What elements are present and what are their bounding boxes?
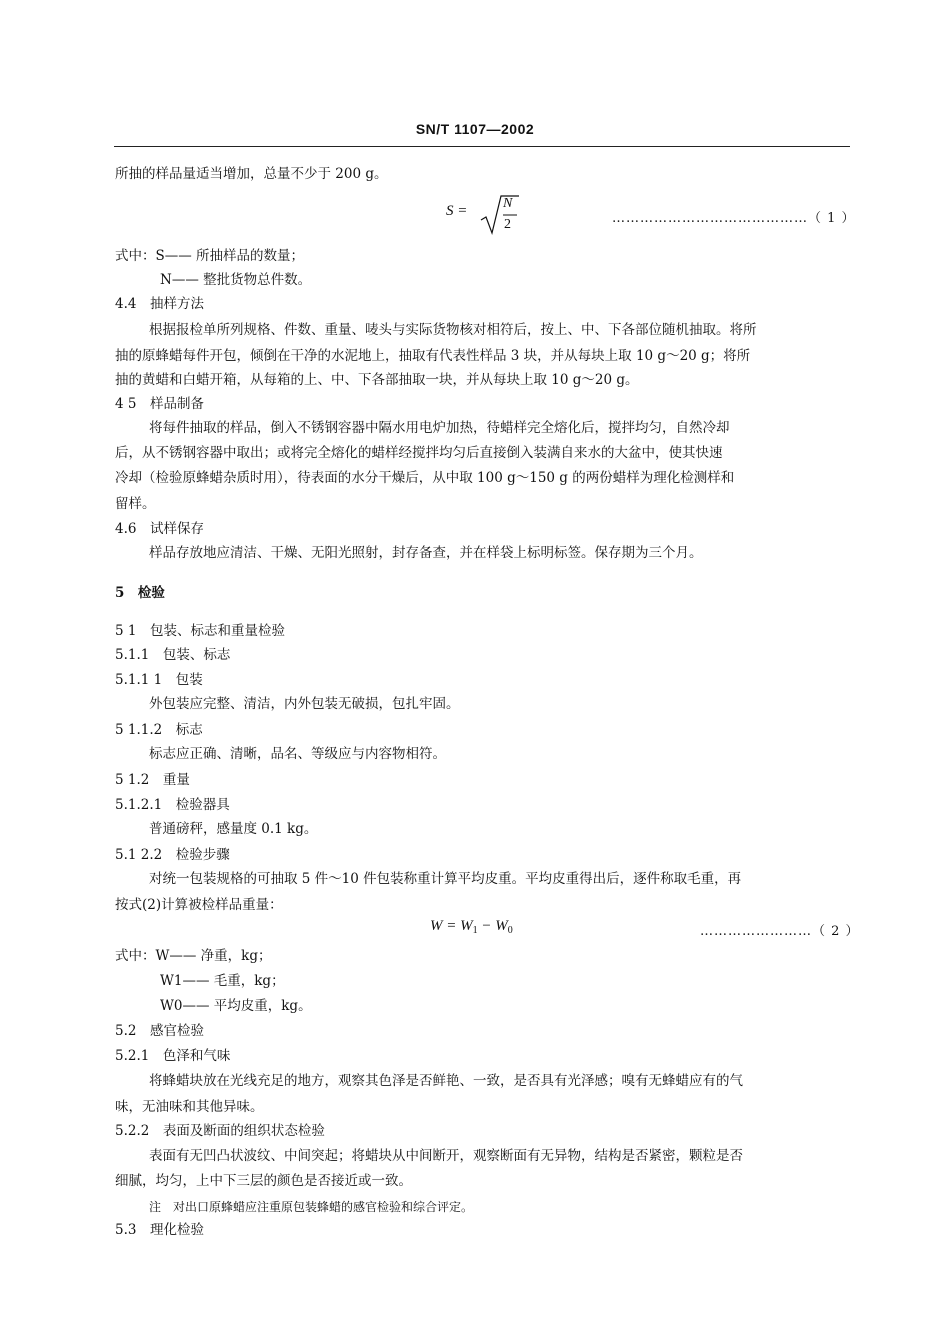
formula-2-sub-1: 1 <box>472 925 478 936</box>
paragraph-line: 样品存放地应清洁、干燥、无阳光照射，封存备查，并在样袋上标明标签。保存期为三个月。 <box>149 545 703 561</box>
paragraph-line: 按式(2)计算被检样品重量： <box>115 897 283 913</box>
paragraph-line: 将每件抽取的样品，倒入不锈钢容器中隔水用电炉加热，待蜡样完全熔化后，搅拌均匀，自然冷却 <box>149 420 730 436</box>
section-heading-5-1-1: 5.1.1 包装、标志 <box>115 647 231 663</box>
paragraph-line: 抽的黄蜡和白蜡开箱，从每箱的上、中、下各部抽取一块，并从每块上取 10 g～20 g。 <box>115 372 639 388</box>
section-heading-5: 5 检验 <box>115 585 165 601</box>
paragraph-line: 抽的原蜂蜡每件开包，倾倒在干净的水泥地上，抽取有代表性样品 3 块，并从每块上取 10 g～20 g；将所 <box>115 348 751 364</box>
section-heading-5-1-2-2: 5.1 2.2 检验步骤 <box>115 847 230 863</box>
formula-1-lhs: S = <box>446 203 468 219</box>
variable-definition: 式中：S—— 所抽样品的数量； <box>115 248 305 264</box>
formula-1-numerator: N <box>503 196 513 211</box>
section-heading-5-2: 5.2 感官检验 <box>115 1023 204 1039</box>
section-heading-5-2-2: 5.2.2 表面及断面的组织状态检验 <box>115 1123 325 1139</box>
paragraph-line: 留样。 <box>115 496 156 512</box>
section-heading-4-5: 4 5 样品制备 <box>115 396 204 412</box>
formula-2-sub-0: 0 <box>507 925 513 936</box>
formula-2 <box>430 918 513 936</box>
paragraph-line: 表面有无凹凸状波纹、中间突起；将蜡块从中间断开，观察断面有无异物，结构是否紧密，颗粒是否 <box>149 1148 743 1164</box>
header-rule <box>114 146 850 147</box>
section-heading-4-4: 4.4 抽样方法 <box>115 296 204 312</box>
paragraph-line: 所抽的样品量适当增加，总量不少于 200 g。 <box>115 166 388 182</box>
section-heading-5-1-1-1: 5.1.1 1 包装 <box>115 672 203 688</box>
variable-definition: N—— 整批货物总件数。 <box>160 272 312 288</box>
formula-2-number: ……………………（ 2 ） <box>700 924 860 939</box>
paragraph-line: 冷却（检验原蜂蜡杂质时用），待表面的水分干燥后，从中取 100 g～150 g 的两份蜡样为理化检测样和 <box>115 470 735 486</box>
section-heading-5-1: 5 1 包装、标志和重量检验 <box>115 623 285 639</box>
section-heading-5-1-2-1: 5.1.2.1 检验器具 <box>115 797 230 813</box>
paragraph-line: 后，从不锈钢容器中取出；或将完全熔化的蜡样经搅拌均匀后直接倒入装满自来水的大盆中，使其快速 <box>115 445 723 461</box>
section-heading-5-3: 5.3 理化检验 <box>115 1222 204 1238</box>
section-heading-5-1-1-2: 5 1.1.2 标志 <box>115 722 203 738</box>
formula-2-mid: − W <box>477 918 508 934</box>
paragraph-line: 细腻，均匀，上中下三层的颜色是否接近或一致。 <box>115 1173 412 1189</box>
formula-1-sqrt <box>479 193 521 237</box>
paragraph-line: 外包装应完整、清洁，内外包装无破损，包扎牢固。 <box>149 696 460 712</box>
formula-1-number: ……………………………………（ 1 ） <box>612 211 856 226</box>
section-heading-5-1-2: 5 1.2 重量 <box>115 772 190 788</box>
paragraph-line: 对统一包装规格的可抽取 5 件～10 件包装称重计算平均皮重。平均皮重得出后，逐件称取毛重，再 <box>149 871 742 887</box>
paragraph-line: 根据报检单所列规格、件数、重量、唛头与实际货物核对相符后，按上、中、下各部位随机抽取。将所 <box>149 322 757 338</box>
paragraph-line: 将蜂蜡块放在光线充足的地方，观察其色泽是否鲜艳、一致，是否具有光泽感；嗅有无蜂蜡应有的气 <box>149 1073 743 1089</box>
paragraph-line: 标志应正确、清晰，品名、等级应与内容物相符。 <box>149 746 446 762</box>
section-heading-4-6: 4.6 试样保存 <box>115 521 204 537</box>
note: 注 对出口原蜂蜡应注重原包装蜂蜡的感官检验和综合评定。 <box>149 1200 474 1214</box>
section-heading-5-2-1: 5.2.1 色泽和气味 <box>115 1048 231 1064</box>
variable-definition: 式中：W—— 净重，kg； <box>115 948 272 964</box>
variable-definition: W0—— 平均皮重，kg。 <box>160 998 312 1014</box>
paragraph-line: 味，无油味和其他异味。 <box>115 1099 264 1115</box>
standard-code-header: SN/T 1107—2002 <box>415 121 535 137</box>
formula-2-lhs: W = W <box>430 918 473 934</box>
variable-definition: W1—— 毛重，kg； <box>160 973 285 989</box>
formula-1-denominator: 2 <box>504 217 511 232</box>
paragraph-line: 普通磅秤，感量度 0.1 kg。 <box>149 821 318 837</box>
